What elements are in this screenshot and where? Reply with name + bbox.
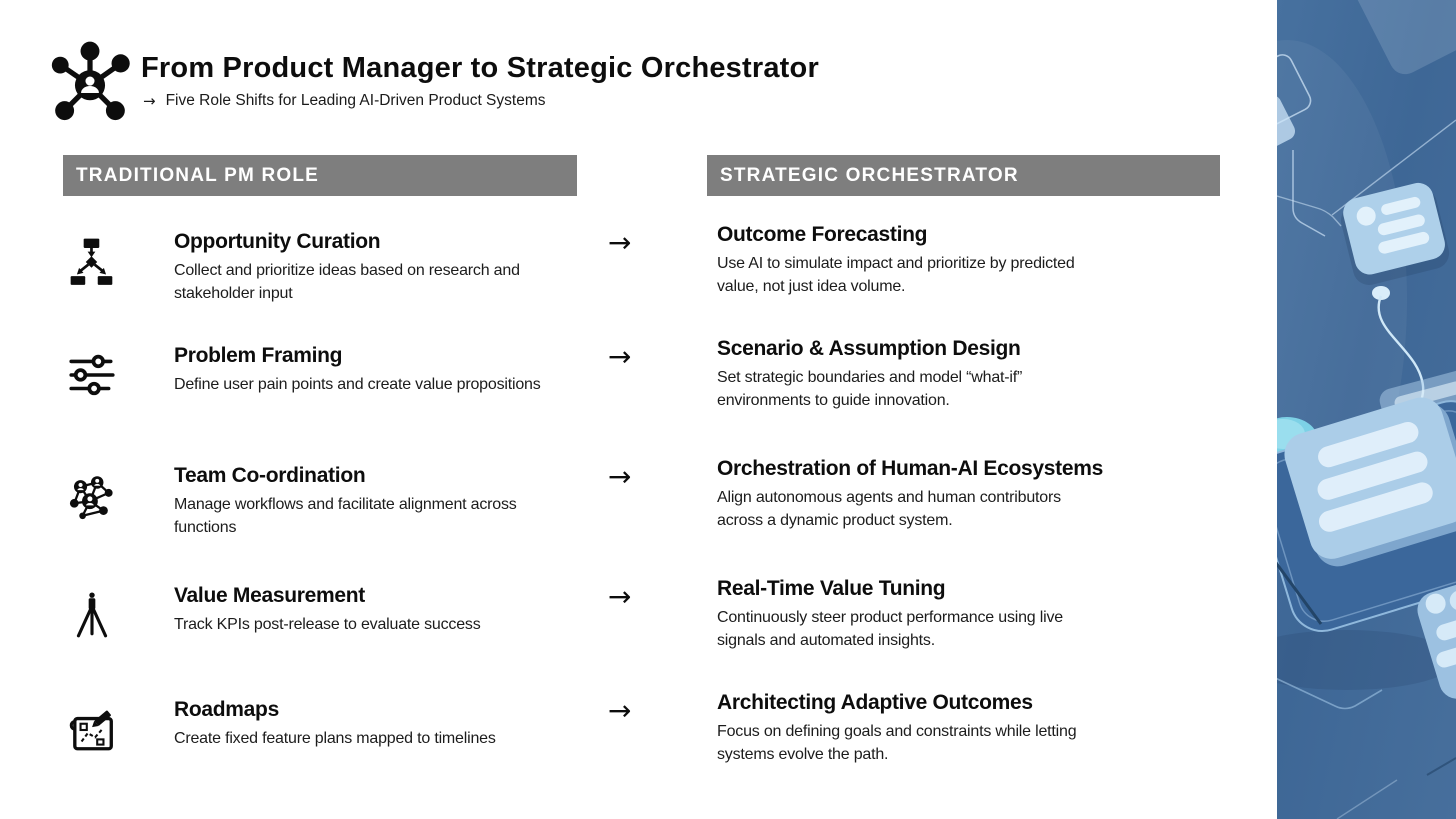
desc-line: across a dynamic product system.	[717, 512, 953, 530]
traditional-title: Problem Framing	[174, 344, 343, 367]
orchestrator-title: Scenario & Assumption Design	[717, 337, 1021, 360]
desc-line: Set strategic boundaries and model “what-if”	[717, 369, 1023, 386]
shift-row-roadmaps	[0, 686, 1277, 802]
desc-line: functions	[174, 519, 237, 537]
orchestrator-item	[717, 577, 1162, 652]
traditional-title: Value Measurement	[174, 584, 365, 607]
traditional-desc	[174, 259, 584, 305]
orchestrator-item	[717, 691, 1162, 766]
desc-line: Continuously steer product performance using live	[717, 609, 1063, 626]
desc-line: signals and automated insights.	[717, 632, 935, 650]
orchestrator-title: Architecting Adaptive Outcomes	[717, 691, 1033, 714]
shift-row-value-measurement	[0, 572, 1277, 688]
desc-line: Use AI to simulate impact and prioritize by predicted	[717, 255, 1075, 272]
orchestrator-title: Orchestration of Human-AI Ecosystems	[717, 457, 1103, 480]
desc-line: Define user pain points and create value propositions	[174, 376, 541, 393]
traditional-item	[174, 464, 584, 539]
column-header-orchestrator: STRATEGIC ORCHESTRATOR	[707, 155, 1220, 196]
orchestrator-desc	[717, 606, 1162, 652]
orchestrator-item	[717, 223, 1162, 298]
orchestrator-desc	[717, 252, 1162, 298]
right-arrow-icon: →	[608, 694, 632, 727]
traditional-item	[174, 230, 584, 305]
orchestrator-title: Real-Time Value Tuning	[717, 577, 946, 600]
traditional-title: Team Co-ordination	[174, 464, 366, 487]
traditional-item	[174, 344, 584, 396]
right-arrow-icon: →	[608, 340, 632, 373]
traditional-desc	[174, 373, 584, 396]
traditional-desc	[174, 613, 584, 636]
desc-line: Create fixed feature plans mapped to timelines	[174, 730, 496, 747]
desc-line: Align autonomous agents and human contributors	[717, 489, 1061, 506]
right-arrow-icon: →	[608, 460, 632, 493]
desc-line: value, not just idea volume.	[717, 278, 906, 296]
traditional-desc	[174, 727, 584, 750]
header	[47, 38, 819, 122]
traditional-item	[174, 698, 584, 750]
ai-chat-cards-illustration	[1277, 0, 1456, 819]
page-subtitle-text: Five Role Shifts for Leading AI-Driven Product Systems	[165, 92, 546, 109]
desc-line: Track KPIs post-release to evaluate success	[174, 616, 481, 633]
shift-row-problem-framing	[0, 332, 1277, 448]
page-subtitle	[141, 92, 819, 110]
column-header-traditional: TRADITIONAL PM ROLE	[63, 155, 577, 196]
header-titles	[141, 38, 819, 110]
orchestrator-item	[717, 457, 1162, 532]
team-network-icon	[62, 466, 122, 526]
sliders-icon	[62, 346, 122, 406]
shift-row-team-coordination	[0, 452, 1277, 568]
flowchart-hierarchy-icon	[62, 232, 122, 292]
survey-tripod-icon	[62, 586, 122, 646]
shift-row-opportunity	[0, 218, 1277, 334]
traditional-desc	[174, 493, 584, 539]
right-arrow-icon: →	[608, 226, 632, 259]
orchestrator-desc	[717, 720, 1162, 766]
traditional-title: Opportunity Curation	[174, 230, 381, 253]
orchestrator-item	[717, 337, 1162, 412]
subtitle-arrow-icon: →	[143, 92, 156, 110]
right-arrow-icon: →	[608, 580, 632, 613]
desc-line: stakeholder input	[174, 285, 293, 303]
desc-line: environments to guide innovation.	[717, 392, 950, 410]
desc-line: Focus on defining goals and constraints while letting	[717, 723, 1077, 740]
network-hub-icon	[47, 38, 133, 122]
traditional-title: Roadmaps	[174, 698, 279, 721]
roadmap-pencil-icon	[62, 700, 122, 760]
desc-line: Collect and prioritize ideas based on research and	[174, 262, 520, 279]
orchestrator-title: Outcome Forecasting	[717, 223, 928, 246]
page-title: From Product Manager to Strategic Orchestrator	[141, 52, 819, 84]
traditional-item	[174, 584, 584, 636]
desc-line: systems evolve the path.	[717, 746, 889, 764]
orchestrator-desc	[717, 486, 1162, 532]
orchestrator-desc	[717, 366, 1162, 412]
desc-line: Manage workflows and facilitate alignment across	[174, 496, 517, 513]
